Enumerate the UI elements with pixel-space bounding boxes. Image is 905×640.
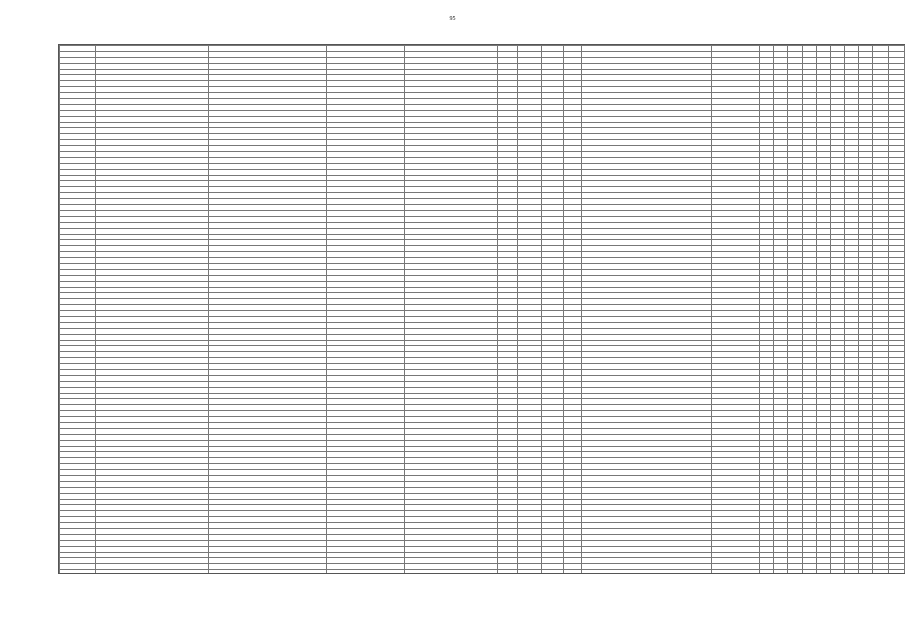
table-cell bbox=[888, 570, 904, 574]
table-cell bbox=[208, 570, 326, 574]
table-cell bbox=[541, 570, 563, 574]
table-cell bbox=[830, 570, 844, 574]
table-cell bbox=[563, 570, 581, 574]
data-table-container bbox=[58, 44, 905, 574]
table-row bbox=[60, 570, 905, 574]
table-cell bbox=[872, 570, 888, 574]
table-cell bbox=[517, 570, 541, 574]
table-cell bbox=[858, 570, 872, 574]
page-number: 95 bbox=[449, 16, 456, 22]
housing-repair-table bbox=[59, 45, 905, 574]
table-cell bbox=[96, 570, 208, 574]
table-cell bbox=[581, 570, 711, 574]
table-cell bbox=[844, 570, 858, 574]
table-cell bbox=[774, 570, 788, 574]
table-cell bbox=[60, 570, 96, 574]
table-cell bbox=[326, 570, 404, 574]
table-cell bbox=[760, 570, 774, 574]
table-cell bbox=[712, 570, 760, 574]
table-cell bbox=[497, 570, 517, 574]
table-cell bbox=[405, 570, 497, 574]
table-cell bbox=[816, 570, 830, 574]
table-cell bbox=[788, 570, 802, 574]
table-cell bbox=[802, 570, 816, 574]
